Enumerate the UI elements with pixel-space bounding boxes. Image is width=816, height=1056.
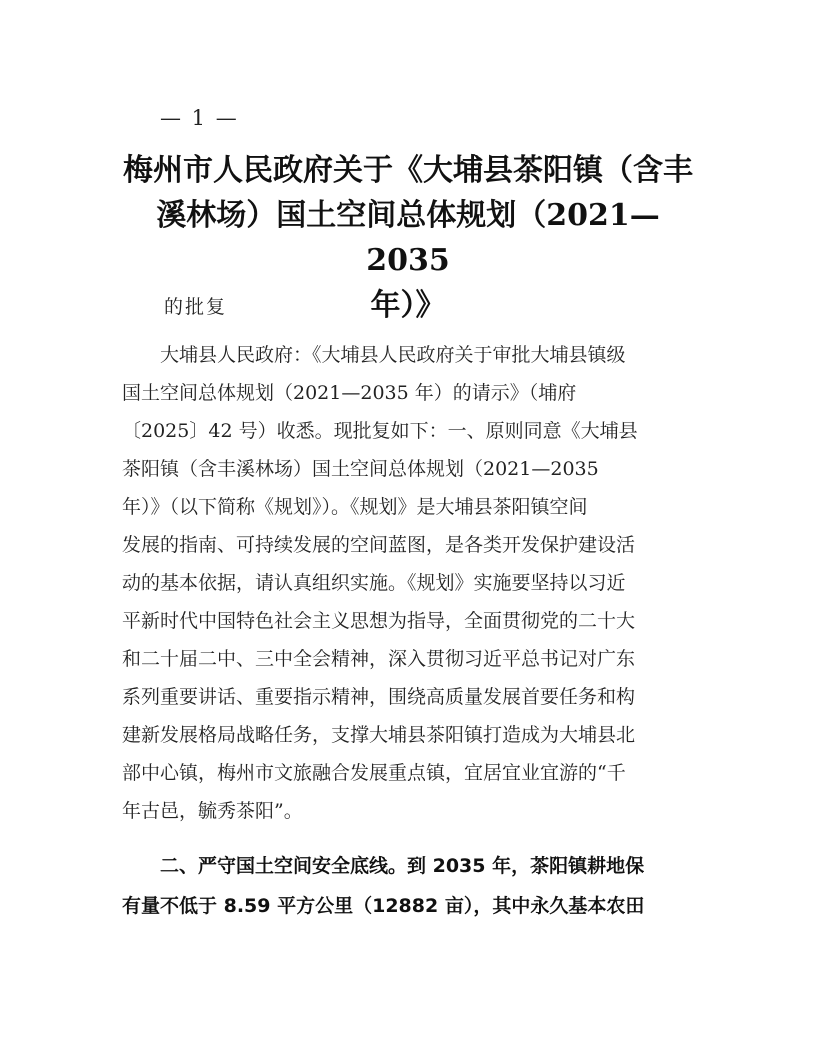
body-line: 和二十届二中、三中全会精神，深入贯彻习近平总书记对广东: [122, 648, 636, 670]
body-line: 发展的指南、可持续发展的空间蓝图，是各类开发保护建设活: [122, 534, 636, 556]
body-line: 建新发展格局战略任务，支撑大埔县茶阳镇打造成为大埔县北: [122, 724, 636, 746]
title-line-1: 梅州市人民政府关于《大埔县茶阳镇（含丰: [123, 153, 693, 188]
body-line: 系列重要讲话、重要指示精神，围绕高质量发展首要任务和构: [122, 686, 636, 708]
section-2-line: 二、严守国土空间安全底线。到 2035 年，茶阳镇耕地保: [122, 855, 645, 877]
body-line: 部中心镇，梅州市文旅融合发展重点镇，宜居宜业宜游的“千: [122, 762, 626, 784]
body-line: 大埔县人民政府：《大埔县人民政府关于审批大埔县镇级: [122, 344, 626, 366]
document-subtitle: 的批复: [164, 296, 228, 318]
page-number: — 1 —: [160, 106, 239, 130]
section-2-line: 有量不低于 8.59 平方公里（12882 亩），其中永久基本农田: [122, 895, 645, 917]
body-line: 国土空间总体规划（2021—2035 年）的请示》（埔府: [122, 382, 577, 404]
body-line: 茶阳镇（含丰溪林场）国土空间总体规划（2021—2035: [122, 458, 599, 480]
body-line: 年）》（以下简称《规划》）。《规划》是大埔县茶阳镇空间: [122, 496, 588, 518]
title-line-3: 年）》: [370, 288, 446, 323]
body-line: 动的基本依据，请认真组织实施。《规划》实施要坚持以习近: [122, 572, 626, 594]
body-line: 年古邑，毓秀茶阳”。: [122, 800, 303, 822]
body-line: 〔2025〕42 号）收悉。现批复如下：一、原则同意《大埔县: [122, 420, 638, 442]
title-line-2: 溪林场）国土空间总体规划（2021—2035: [156, 198, 660, 278]
body-line: 平新时代中国特色社会主义思想为指导，全面贯彻党的二十大: [122, 610, 636, 632]
